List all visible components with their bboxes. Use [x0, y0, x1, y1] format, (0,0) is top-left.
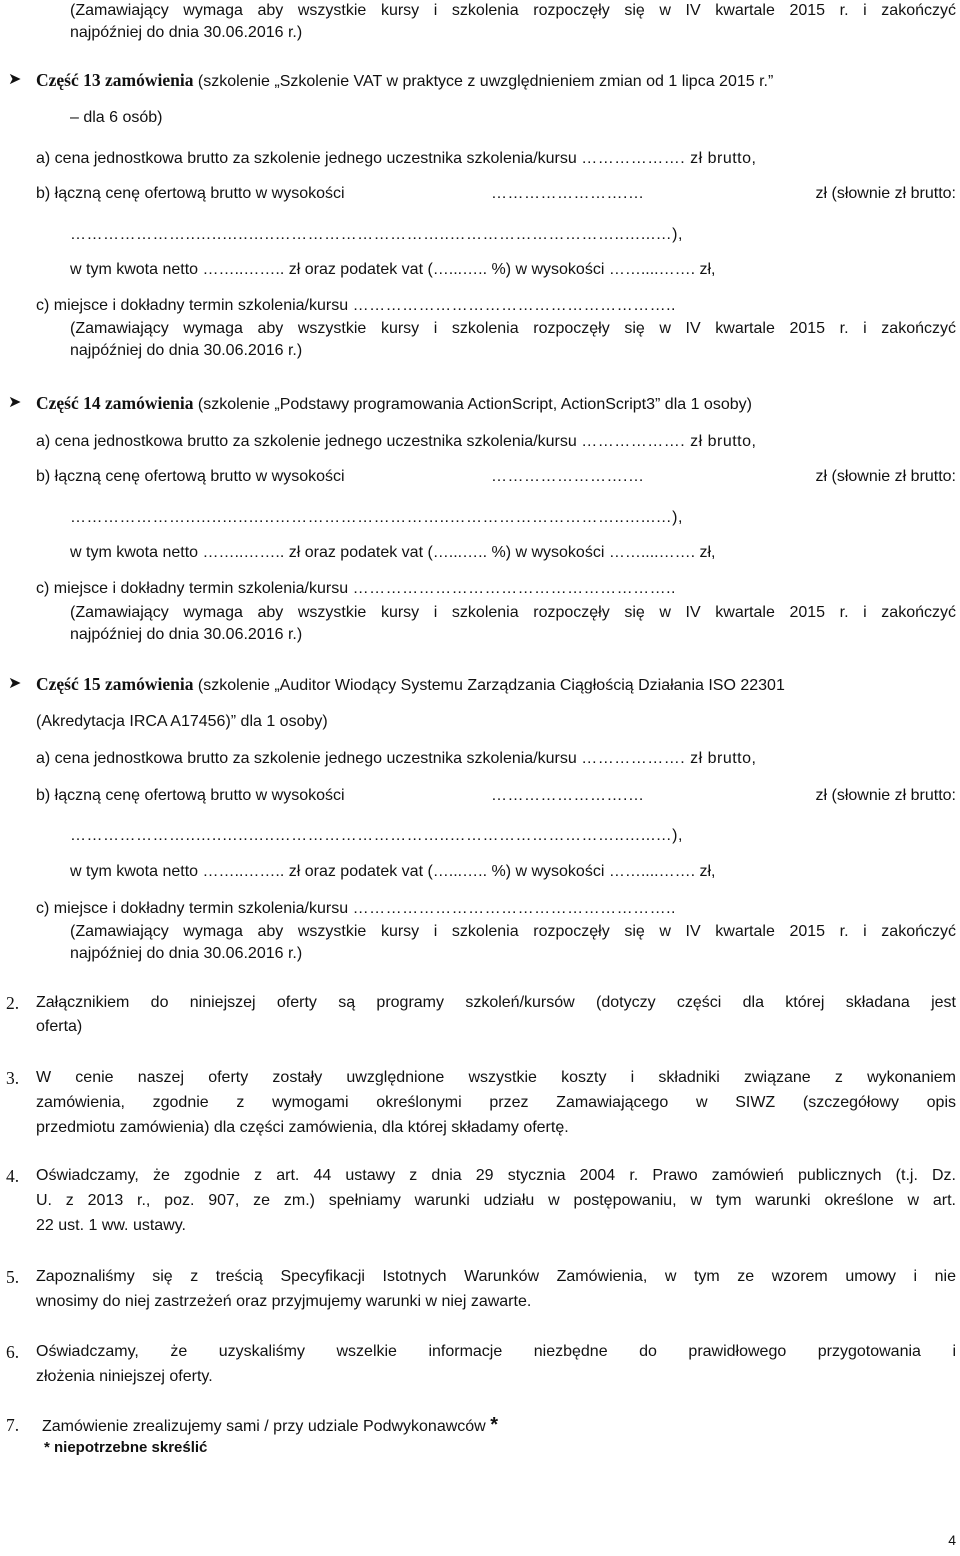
part13-words-field[interactable]: …………………..…..…..…..…………………………..…………………………..…...…),	[70, 226, 683, 243]
footnote-text: * niepotrzebne skreślić	[44, 1439, 208, 1456]
place-date-field[interactable]: …………………………………………………..	[352, 297, 676, 314]
part13-net-vat[interactable]: w tym kwota netto ……..…….. zł oraz podatek vat (…...….. %) w wysokości ……....……. zł,	[70, 261, 716, 278]
item-4-number: 4.	[6, 1166, 20, 1186]
item-7-number: 7.	[6, 1415, 20, 1435]
part14-note: (Zamawiający wymaga aby wszystkie kursy i szkolenia rozpoczęły się w IV kwartale 2015 r. i zakończyć	[70, 604, 956, 621]
part14-total-price: b) łączną cenę ofertową brutto w wysokości …………………….… zł (słownie zł brutto:	[36, 466, 956, 488]
arrow-bullet-icon: ➤	[8, 394, 22, 411]
part14-note-date: najpóźniej do dnia 30.06.2016 r.)	[70, 626, 303, 643]
deadline-note-date: najpóźniej do dnia 30.06.2016 r.)	[70, 24, 303, 41]
part13-title: Część 13 zamówienia (szkolenie „Szkolenie VAT w praktyce z uwzględnieniem zmian od 1 lipca 2015 r.”	[36, 70, 774, 90]
total-price-field[interactable]: …………………….…	[491, 468, 645, 485]
part13-total-price: b) łączną cenę ofertową brutto w wysokości …………………….… zł (słownie zł brutto:	[36, 183, 956, 205]
deadline-note: (Zamawiający wymaga aby wszystkie kursy i szkolenia rozpoczęły się w IV kwartale 2015 r. i zakończyć	[70, 2, 956, 19]
part14-net-vat[interactable]: w tym kwota netto ……..…….. zł oraz podatek vat (…...….. %) w wysokości ……....……. zł,	[70, 544, 716, 561]
part14-unit-price: a) cena jednostkowa brutto za szkolenie jednego uczestnika szkolenia/kursu ………………. zł brutto,	[36, 433, 757, 450]
part14-place-date: c) miejsce i dokładny termin szkolenia/kursu …………………………………………………..	[36, 580, 676, 597]
footnote-star: *	[490, 1414, 498, 1436]
item-4-text-end: 22 ust. 1 ww. ustawy.	[36, 1217, 186, 1234]
item-3-text: W cenie naszej oferty zostały uwzględnione wszystkie koszty i składniki związane z wykonaniem	[36, 1069, 956, 1086]
item-6-text: Oświadczamy, że uzyskaliśmy wszelkie informacje niezbędne do prawidłowego przygotowania i	[36, 1343, 956, 1360]
item-6-text-cont: złożenia niniejszej oferty.	[36, 1368, 213, 1385]
part14-words-field[interactable]: …………………..…..…..…..…………………………..…………………………..…...…),	[70, 509, 683, 526]
item-6-number: 6.	[6, 1342, 20, 1362]
part15-words-field[interactable]: …………………..…..…..…..…………………………..…………………………..…...…),	[70, 827, 683, 844]
place-date-field[interactable]: …………………………………………………..	[352, 900, 676, 917]
unit-price-field[interactable]: ………………. zł brutto,	[581, 433, 757, 450]
part15-unit-price: a) cena jednostkowa brutto za szkolenie jednego uczestnika szkolenia/kursu ………………. zł brutto,	[36, 750, 757, 767]
item-2-text: Załącznikiem do niniejszej oferty są programy szkoleń/kursów (dotyczy części dla której składana jest	[36, 994, 956, 1011]
place-date-field[interactable]: …………………………………………………..	[352, 580, 676, 597]
item-4-text-cont: U. z 2013 r., poz. 907, ze zm.) spełniamy warunki udziału w postępowaniu, w tym warunki określone w art.	[36, 1192, 956, 1209]
part15-title-cont: (Akredytacja IRCA A17456)” dla 1 osoby)	[36, 713, 328, 730]
unit-price-field[interactable]: ………………. zł brutto,	[581, 750, 757, 767]
part15-note: (Zamawiający wymaga aby wszystkie kursy i szkolenia rozpoczęły się w IV kwartale 2015 r. i zakończyć	[70, 923, 956, 940]
arrow-bullet-icon: ➤	[8, 71, 22, 88]
unit-price-field[interactable]: ………………. zł brutto,	[581, 150, 757, 167]
item-7-text: Zamówienie zrealizujemy sami / przy udziale Podwykonawców *	[42, 1414, 498, 1436]
item-2-text-cont: oferta)	[36, 1018, 83, 1035]
item-5-text-cont: wnosimy do niej zastrzeżeń oraz przyjmujemy warunki w niej zawarte.	[36, 1293, 532, 1310]
total-price-field[interactable]: …………………….…	[491, 787, 645, 804]
item-2-number: 2.	[6, 993, 20, 1013]
part13-place-date: c) miejsce i dokładny termin szkolenia/kursu …………………………………………………..	[36, 297, 676, 314]
total-price-field[interactable]: …………………….…	[491, 185, 645, 202]
part15-net-vat[interactable]: w tym kwota netto ……..…….. zł oraz podatek vat (…...….. %) w wysokości ……....……. zł,	[70, 863, 716, 880]
part15-note-date: najpóźniej do dnia 30.06.2016 r.)	[70, 945, 303, 962]
item-3-text-end: przedmiotu zamówienia) dla części zamówienia, dla której składamy ofertę.	[36, 1119, 569, 1136]
part13-unit-price: a) cena jednostkowa brutto za szkolenie jednego uczestnika szkolenia/kursu ………………. zł brutto,	[36, 150, 757, 167]
page-number: 4	[948, 1532, 956, 1548]
part15-total-price: b) łączną cenę ofertową brutto w wysokości …………………….… zł (słownie zł brutto:	[36, 785, 956, 807]
arrow-bullet-icon: ➤	[8, 675, 22, 692]
part15-place-date: c) miejsce i dokładny termin szkolenia/kursu …………………………………………………..	[36, 900, 676, 917]
item-5-number: 5.	[6, 1267, 20, 1287]
part13-title-cont: – dla 6 osób)	[70, 109, 163, 126]
item-3-text-cont: zamówienia, zgodnie z wymogami określonymi przez Zamawiającego w SIWZ (szczegółowy opis	[36, 1094, 956, 1111]
part13-note: (Zamawiający wymaga aby wszystkie kursy i szkolenia rozpoczęły się w IV kwartale 2015 r. i zakończyć	[70, 320, 956, 337]
part15-title: Część 15 zamówienia (szkolenie „Auditor Wiodący Systemu Zarządzania Ciągłością Działania ISO 22301	[36, 674, 785, 694]
part14-title: Część 14 zamówienia (szkolenie „Podstawy programowania ActionScript, ActionScript3” dla 1 osoby)	[36, 393, 752, 413]
part13-note-date: najpóźniej do dnia 30.06.2016 r.)	[70, 342, 303, 359]
item-4-text: Oświadczamy, że zgodnie z art. 44 ustawy z dnia 29 stycznia 2004 r. Prawo zamówień publicznych (t.j. Dz.	[36, 1167, 956, 1184]
item-3-number: 3.	[6, 1068, 20, 1088]
item-5-text: Zapoznaliśmy się z treścią Specyfikacji Istotnych Warunków Zamówienia, w tym ze wzorem umowy i nie	[36, 1268, 956, 1285]
